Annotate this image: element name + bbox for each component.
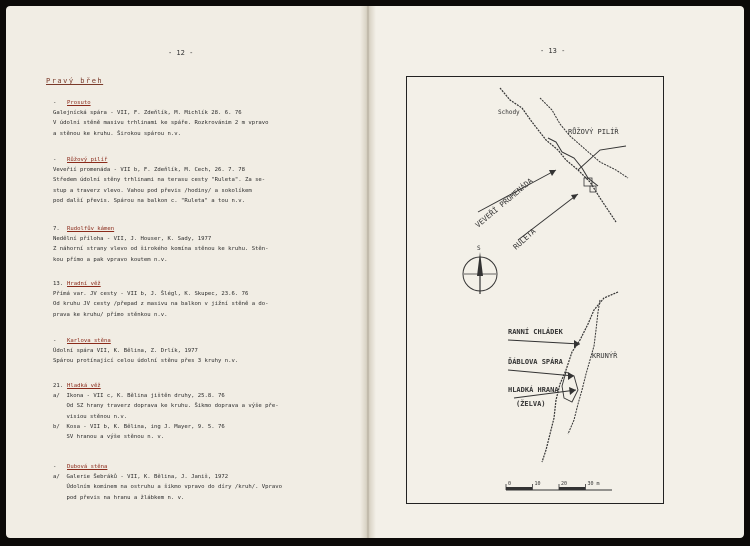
scale-tick-label: 10 [534, 481, 541, 487]
upper-cliff-line-2 [540, 98, 628, 178]
section-prefix: 21. [53, 383, 64, 389]
section-line: prava ke kruhu/ přímo stěnkou n.v. [53, 311, 168, 318]
section-line: Spárou protínající celou údolní stěnu přes 3 kruhy n.v. [53, 358, 239, 365]
scale-bar-fill [506, 487, 532, 490]
section-line: Údolní spára VII, K. Bělina, Z. Drlík, 1977 [53, 348, 198, 355]
scale-tick-label: 20 [561, 481, 568, 487]
section-prefix: 13. [53, 281, 64, 287]
scale-tick-label: 0 [508, 481, 512, 487]
section-line: Středem údolní stěny trhlinami na terasu cesty "Ruleta". Za se- [53, 177, 266, 184]
lower-cliff-line [542, 292, 618, 462]
section-line: Z náhorní strany vlevo od širokého komína stěnou ke kruhu. Stěn- [53, 246, 269, 253]
section-title: Karlova stěna [67, 338, 111, 344]
section-line: b/ Kosa - VII b, K. Bělina, ing J. Mayer, 9. 5. 76 [53, 423, 225, 430]
label-compass-s: S [477, 245, 481, 252]
compass [463, 252, 497, 294]
section-prefix: - [53, 338, 57, 344]
section-line: SV hranou a výše stěnou n. v. [53, 434, 165, 440]
section-prefix: - [53, 157, 57, 163]
section-prefix: 7. [53, 226, 60, 232]
ranni-arrow [508, 340, 580, 344]
section-line: Údolním komínem na ostruhu a šikmo vpravo do díry /kruh/. Vpravo [53, 484, 283, 491]
section-line: pod převis na hranu a žlábkem n. v. [53, 494, 185, 501]
label-veverci: VEVEŘÍ PROMENÁDA [473, 176, 535, 230]
scale-tick-label: 30 m [587, 481, 600, 487]
label-dablova: ĎÁBLOVA SPÁRA [508, 358, 563, 366]
section-line: V údolní stěně masivu trhlinami ke spáře. Rozkrovánim 2 m vpravo [53, 120, 269, 127]
section-title: Rudolfův kámen [67, 226, 115, 232]
label-ruleta: RULETA [511, 226, 538, 252]
section-line: Přímá var. JV cesty - VII b, J. Šlégl, K. Skupec, 23.6. 76 [53, 291, 249, 298]
page-number-left: - 12 - [168, 49, 194, 57]
section-title: Dubová stěna [67, 464, 108, 470]
section-line: a/ Galerie Šebráků - VII, K. Bělina, J. Janiš, 1972 [53, 474, 229, 481]
section-line: a/ Ikona - VII c, K. Bělina jištěn druhy, 25.8. 76 [53, 393, 225, 400]
label-zelva: (ŽELVA) [516, 400, 546, 408]
section-line: Veveřií promenáda - VII b, F. Zdeňlík, M. Cech, 26. 7. 78 [53, 167, 245, 174]
label-hladka: HLADKÁ HRANA [508, 386, 559, 394]
lower-cliff-line-2 [568, 300, 600, 434]
section-line: stup a traverz vlevo. Vahou pod převis /hodiny/ a sokolíkem [53, 187, 252, 194]
page-number-right: - 13 - [540, 47, 566, 55]
dablova-arrowhead [568, 372, 574, 380]
section-line: pod další převis. Spárou na balkon c. "Ruleta" a tou n.v. [53, 197, 245, 204]
section-title: Hradní věž [67, 281, 101, 287]
scale-bar-fill [559, 487, 585, 490]
label-schody: Schody [498, 109, 520, 116]
hladka-arrowhead [569, 387, 576, 395]
section-line: Od SZ hrany traverz doprava ke kruhu. Šikmo doprava a výše pře- [53, 403, 279, 410]
label-ranni: RANNÍ CHLÁDEK [508, 328, 563, 336]
section-line: Galejnícká spára - VII, F. Zdeňlík, M. Michlík 28. 6. 76 [53, 110, 242, 117]
section-line: Od kruhu JV cesty /přepad z masivu na balkon v jižní stěně a do- [53, 301, 269, 308]
section-line: a stěnou ke kruhu. Širokou spárou n.v. [53, 130, 181, 137]
ranni-arrowhead [574, 340, 580, 348]
page-heading: Pravý břeh [46, 77, 104, 85]
section-line: visiou stěnou n.v. [53, 413, 128, 420]
section-title: Růžový pilíř [67, 157, 108, 163]
section-line: kou přímo a pak vpravo koutem n.v. [53, 256, 168, 263]
terrace [548, 138, 598, 186]
section-prefix: - [53, 464, 57, 470]
section-title: Hladká věž [67, 383, 101, 389]
label-krunyr: KRUNÝŘ [592, 352, 618, 360]
section-prefix: - [53, 100, 57, 106]
section-line: Nedělní příloha - VII, J. Houser, K. Sady, 1977 [53, 236, 212, 243]
section-title: Prosuto [67, 100, 91, 106]
label-ruzovy-pilir: RŮŽOVÝ PILÍŘ [568, 128, 619, 136]
